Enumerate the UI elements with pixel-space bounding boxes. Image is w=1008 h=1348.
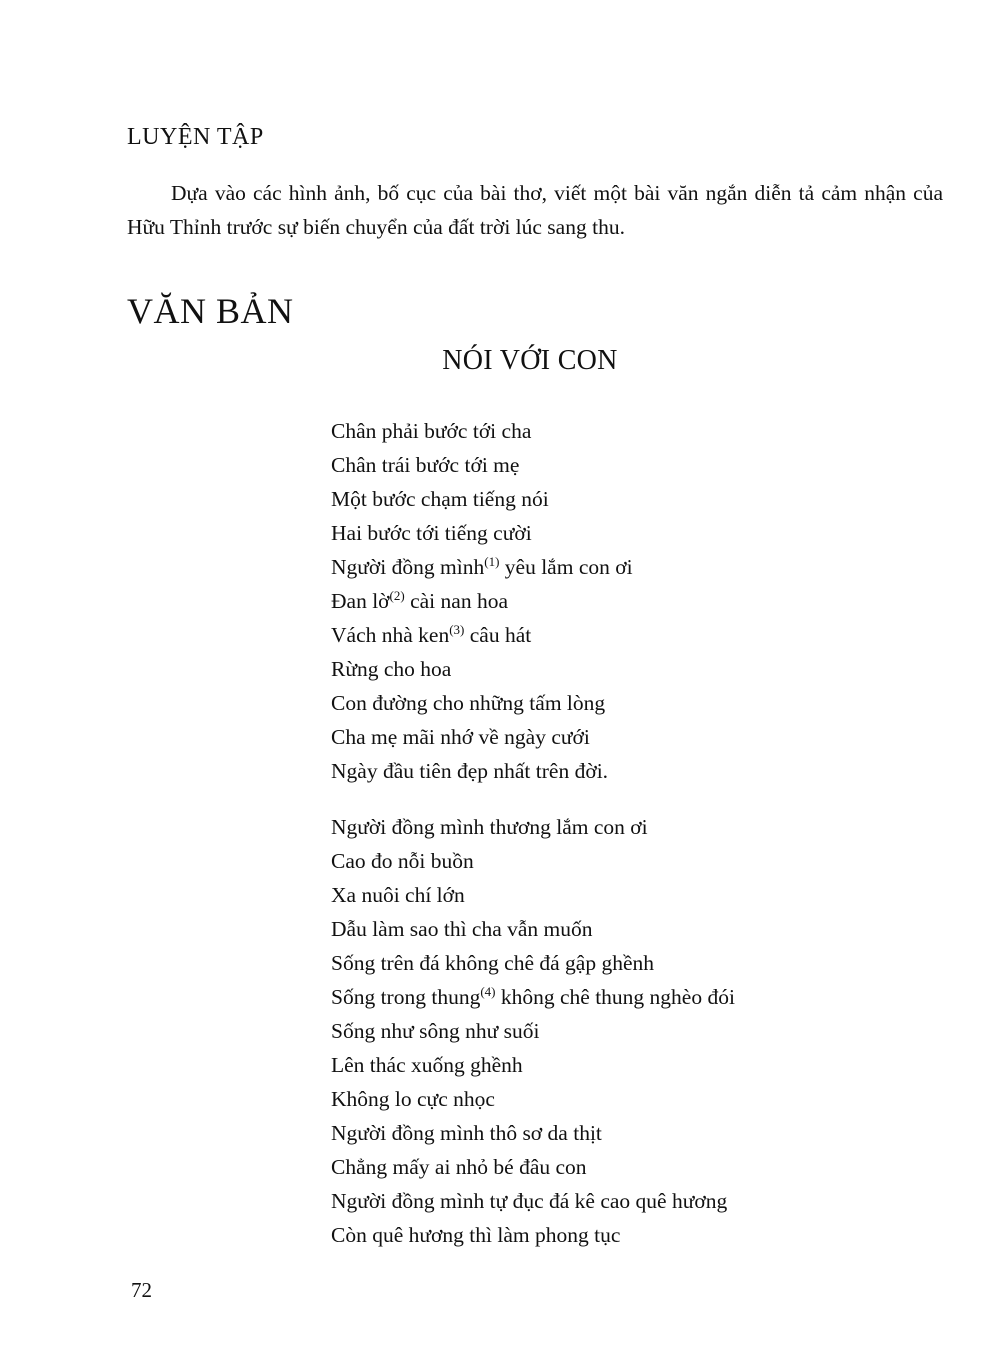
exercise-prompt: Dựa vào các hình ảnh, bố cục của bài thơ, viết một bài văn ngắn diễn tả cảm nhận của Hữu Thỉnh trước sự biến chuyển của đất trời lúc sang thu. <box>127 181 943 239</box>
poem-line <box>331 980 735 1014</box>
poem-line: Ngày đầu tiên đẹp nhất trên đời. <box>331 759 609 783</box>
poem-line: Một bước chạm tiếng nói <box>331 487 549 511</box>
poem-line: Người đồng mình thương lắm con ơi <box>331 815 648 839</box>
poem-line <box>331 618 633 652</box>
poem-line: Chân phải bước tới cha <box>331 419 532 443</box>
footnote-marker: (2) <box>389 588 405 603</box>
poem-line-text: Vách nhà ken <box>331 623 450 647</box>
poem-line: Lên thác xuống ghềnh <box>331 1053 523 1077</box>
poem-line-text: câu hát <box>464 623 532 647</box>
poem-line: Hai bước tới tiếng cười <box>331 521 532 545</box>
poem-line-text: yêu lắm con ơi <box>499 555 633 579</box>
footnote-marker: (1) <box>484 554 500 569</box>
poem-line: Còn quê hương thì làm phong tục <box>331 1223 621 1247</box>
poem-line <box>331 584 633 618</box>
poem-line: Cao đo nỗi buồn <box>331 849 474 873</box>
poem-line: Rừng cho hoa <box>331 657 452 681</box>
poem-line: Người đồng mình tự đục đá kê cao quê hương <box>331 1189 728 1213</box>
poem-line: Sống như sông như suối <box>331 1019 540 1043</box>
poem-stanza-2 <box>331 810 735 1252</box>
section-title: VĂN BẢN <box>127 291 294 331</box>
poem-line-text: cài nan hoa <box>404 589 508 613</box>
poem-line: Dẫu làm sao thì cha vẫn muốn <box>331 917 593 941</box>
poem-line-text: Đan lờ <box>331 589 390 613</box>
poem-line-text: không chê thung nghèo đói <box>495 985 735 1009</box>
poem-line <box>331 550 633 584</box>
exercise-heading: LUYỆN TẬP <box>127 124 264 150</box>
poem-line: Chẳng mấy ai nhỏ bé đâu con <box>331 1155 587 1179</box>
page-number: 72 <box>131 1278 152 1302</box>
poem-line-text: Sống trong thung <box>331 985 481 1009</box>
poem-stanza-1 <box>331 414 633 788</box>
poem-line: Con đường cho những tấm lòng <box>331 691 606 715</box>
poem-line: Sống trên đá không chê đá gập ghềnh <box>331 951 655 975</box>
poem-line: Không lo cực nhọc <box>331 1087 495 1111</box>
poem-line: Cha mẹ mãi nhớ về ngày cưới <box>331 725 590 749</box>
footnote-marker: (4) <box>480 984 496 999</box>
poem-line: Xa nuôi chí lớn <box>331 883 465 907</box>
footnote-marker: (3) <box>449 622 465 637</box>
poem-line: Chân trái bước tới mẹ <box>331 453 520 477</box>
poem-title: NÓI VỚI CON <box>442 345 618 376</box>
poem-line: Người đồng mình thô sơ da thịt <box>331 1121 602 1145</box>
poem-line-text: Người đồng mình <box>331 555 485 579</box>
